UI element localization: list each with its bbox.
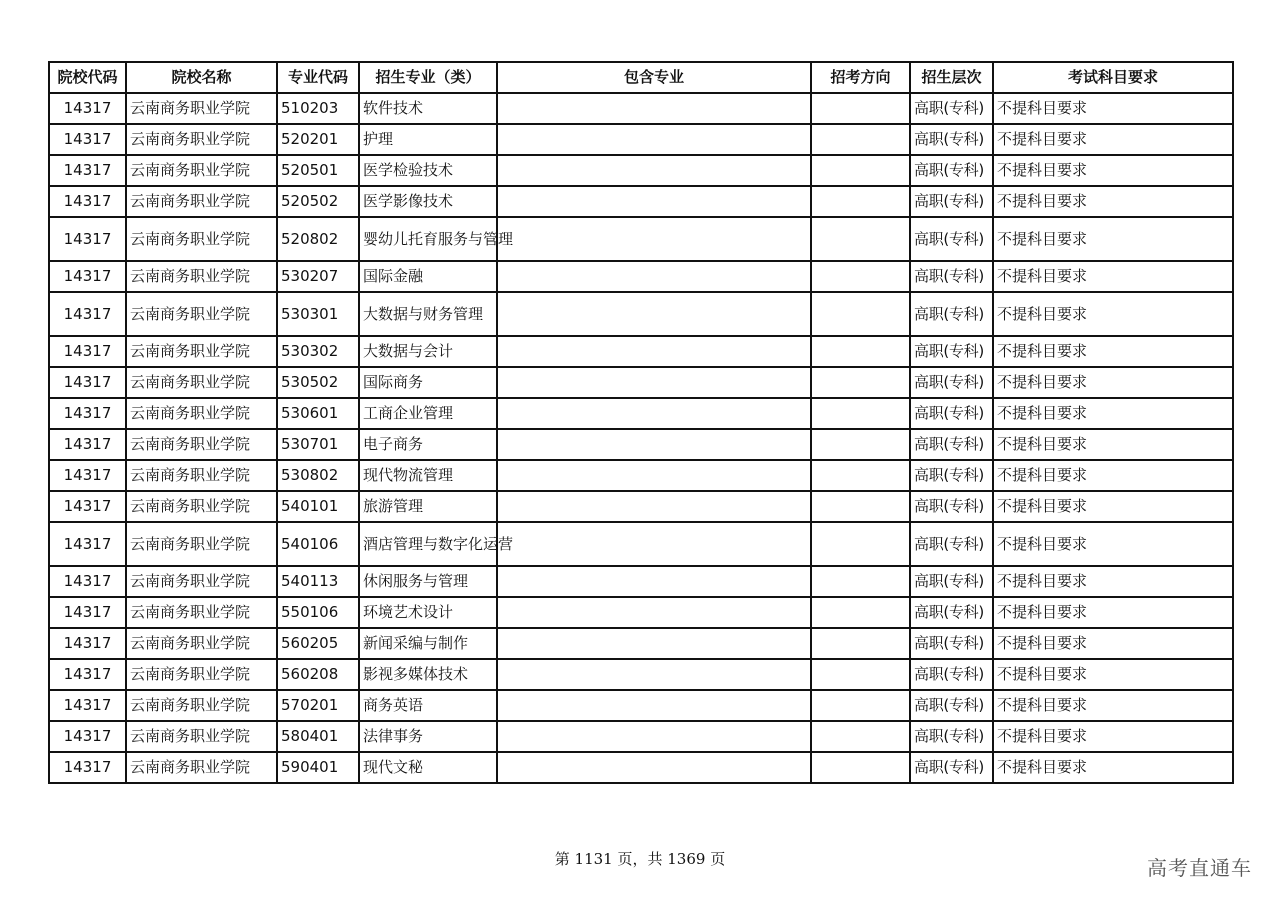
cell-includes — [497, 398, 811, 429]
cell-school-code: 14317 — [49, 367, 126, 398]
cell-requirement: 不提科目要求 — [993, 752, 1233, 783]
watermark-text: 高考直通车 — [1147, 856, 1252, 880]
cell-direction — [811, 721, 910, 752]
cell-includes — [497, 597, 811, 628]
table-row — [49, 522, 1233, 566]
cell-major-code: 520501 — [277, 155, 359, 186]
cell-direction — [811, 336, 910, 367]
cell-school-name: 云南商务职业学院 — [126, 124, 277, 155]
cell-requirement: 不提科目要求 — [993, 566, 1233, 597]
cell-includes — [497, 659, 811, 690]
cell-major-code: 570201 — [277, 690, 359, 721]
cell-school-code: 14317 — [49, 155, 126, 186]
cell-major: 环境艺术设计 — [359, 597, 497, 628]
cell-includes — [497, 491, 811, 522]
cell-school-code: 14317 — [49, 522, 126, 566]
cell-school-code: 14317 — [49, 491, 126, 522]
table-row — [49, 336, 1233, 367]
cell-school-code: 14317 — [49, 398, 126, 429]
table-row — [49, 491, 1233, 522]
admissions-table — [48, 61, 1234, 784]
cell-school-name: 云南商务职业学院 — [126, 367, 277, 398]
cell-includes — [497, 628, 811, 659]
cell-includes — [497, 124, 811, 155]
header-includes: 包含专业 — [497, 62, 811, 93]
table-row — [49, 93, 1233, 124]
cell-includes — [497, 93, 811, 124]
cell-includes — [497, 261, 811, 292]
cell-level: 高职(专科) — [910, 261, 993, 292]
cell-major-code: 520502 — [277, 186, 359, 217]
cell-level: 高职(专科) — [910, 336, 993, 367]
cell-direction — [811, 690, 910, 721]
cell-level: 高职(专科) — [910, 522, 993, 566]
cell-school-code: 14317 — [49, 597, 126, 628]
cell-school-name: 云南商务职业学院 — [126, 752, 277, 783]
cell-includes — [497, 217, 811, 261]
cell-requirement: 不提科目要求 — [993, 261, 1233, 292]
cell-includes — [497, 186, 811, 217]
cell-direction — [811, 597, 910, 628]
header-major-code: 专业代码 — [277, 62, 359, 93]
cell-includes — [497, 367, 811, 398]
cell-school-code: 14317 — [49, 217, 126, 261]
cell-school-name: 云南商务职业学院 — [126, 336, 277, 367]
cell-school-name: 云南商务职业学院 — [126, 429, 277, 460]
cell-direction — [811, 628, 910, 659]
cell-school-name: 云南商务职业学院 — [126, 261, 277, 292]
cell-major: 酒店管理与数字化运营 — [359, 522, 497, 566]
cell-major-code: 530502 — [277, 367, 359, 398]
table-row — [49, 292, 1233, 336]
cell-school-name: 云南商务职业学院 — [126, 93, 277, 124]
cell-level: 高职(专科) — [910, 659, 993, 690]
cell-direction — [811, 217, 910, 261]
cell-school-name: 云南商务职业学院 — [126, 398, 277, 429]
table-row — [49, 597, 1233, 628]
cell-includes — [497, 429, 811, 460]
cell-level: 高职(专科) — [910, 690, 993, 721]
header-school-code: 院校代码 — [49, 62, 126, 93]
cell-direction — [811, 491, 910, 522]
cell-school-code: 14317 — [49, 336, 126, 367]
cell-school-code: 14317 — [49, 690, 126, 721]
cell-major: 电子商务 — [359, 429, 497, 460]
cell-level: 高职(专科) — [910, 597, 993, 628]
header-level: 招生层次 — [910, 62, 993, 93]
table-row — [49, 690, 1233, 721]
cell-major: 医学检验技术 — [359, 155, 497, 186]
cell-school-name: 云南商务职业学院 — [126, 460, 277, 491]
cell-major: 婴幼儿托育服务与管理 — [359, 217, 497, 261]
cell-direction — [811, 429, 910, 460]
cell-includes — [497, 460, 811, 491]
cell-direction — [811, 659, 910, 690]
table-body — [49, 93, 1233, 783]
table-row — [49, 261, 1233, 292]
cell-requirement: 不提科目要求 — [993, 124, 1233, 155]
cell-major: 商务英语 — [359, 690, 497, 721]
cell-level: 高职(专科) — [910, 628, 993, 659]
cell-level: 高职(专科) — [910, 93, 993, 124]
cell-includes — [497, 752, 811, 783]
cell-major: 国际商务 — [359, 367, 497, 398]
cell-school-name: 云南商务职业学院 — [126, 292, 277, 336]
cell-includes — [497, 522, 811, 566]
cell-school-code: 14317 — [49, 566, 126, 597]
cell-direction — [811, 292, 910, 336]
table-row — [49, 460, 1233, 491]
cell-school-name: 云南商务职业学院 — [126, 721, 277, 752]
cell-level: 高职(专科) — [910, 217, 993, 261]
table-row — [49, 752, 1233, 783]
cell-major-code: 540106 — [277, 522, 359, 566]
table-row — [49, 186, 1233, 217]
cell-requirement: 不提科目要求 — [993, 690, 1233, 721]
cell-major-code: 540101 — [277, 491, 359, 522]
cell-major: 大数据与会计 — [359, 336, 497, 367]
cell-school-code: 14317 — [49, 429, 126, 460]
cell-major: 大数据与财务管理 — [359, 292, 497, 336]
cell-major-code: 540113 — [277, 566, 359, 597]
cell-school-name: 云南商务职业学院 — [126, 186, 277, 217]
cell-requirement: 不提科目要求 — [993, 659, 1233, 690]
cell-includes — [497, 155, 811, 186]
cell-major-code: 590401 — [277, 752, 359, 783]
cell-major-code: 530701 — [277, 429, 359, 460]
cell-requirement: 不提科目要求 — [993, 429, 1233, 460]
cell-major: 现代物流管理 — [359, 460, 497, 491]
cell-major: 现代文秘 — [359, 752, 497, 783]
cell-school-code: 14317 — [49, 752, 126, 783]
cell-requirement: 不提科目要求 — [993, 398, 1233, 429]
table-row — [49, 659, 1233, 690]
cell-major-code: 530601 — [277, 398, 359, 429]
cell-major: 新闻采编与制作 — [359, 628, 497, 659]
cell-major: 工商企业管理 — [359, 398, 497, 429]
cell-major-code: 560205 — [277, 628, 359, 659]
cell-major: 法律事务 — [359, 721, 497, 752]
cell-requirement: 不提科目要求 — [993, 217, 1233, 261]
cell-major-code: 560208 — [277, 659, 359, 690]
cell-school-name: 云南商务职业学院 — [126, 628, 277, 659]
table-header-row — [49, 62, 1233, 93]
cell-direction — [811, 155, 910, 186]
cell-school-name: 云南商务职业学院 — [126, 690, 277, 721]
cell-includes — [497, 566, 811, 597]
cell-level: 高职(专科) — [910, 491, 993, 522]
cell-requirement: 不提科目要求 — [993, 491, 1233, 522]
cell-major-code: 580401 — [277, 721, 359, 752]
cell-school-code: 14317 — [49, 93, 126, 124]
cell-major-code: 510203 — [277, 93, 359, 124]
table-row — [49, 429, 1233, 460]
cell-direction — [811, 93, 910, 124]
cell-level: 高职(专科) — [910, 292, 993, 336]
cell-direction — [811, 752, 910, 783]
cell-major: 影视多媒体技术 — [359, 659, 497, 690]
cell-major-code: 530207 — [277, 261, 359, 292]
cell-major-code: 520802 — [277, 217, 359, 261]
cell-level: 高职(专科) — [910, 367, 993, 398]
cell-school-code: 14317 — [49, 721, 126, 752]
cell-includes — [497, 336, 811, 367]
cell-requirement: 不提科目要求 — [993, 721, 1233, 752]
cell-school-name: 云南商务职业学院 — [126, 566, 277, 597]
header-requirement: 考试科目要求 — [993, 62, 1233, 93]
cell-level: 高职(专科) — [910, 124, 993, 155]
table-row — [49, 398, 1233, 429]
cell-school-name: 云南商务职业学院 — [126, 155, 277, 186]
cell-level: 高职(专科) — [910, 398, 993, 429]
cell-school-code: 14317 — [49, 659, 126, 690]
header-school-name: 院校名称 — [126, 62, 277, 93]
cell-level: 高职(专科) — [910, 186, 993, 217]
table-row — [49, 124, 1233, 155]
cell-level: 高职(专科) — [910, 566, 993, 597]
cell-major-code: 530301 — [277, 292, 359, 336]
cell-requirement: 不提科目要求 — [993, 336, 1233, 367]
cell-level: 高职(专科) — [910, 721, 993, 752]
cell-requirement: 不提科目要求 — [993, 292, 1233, 336]
cell-direction — [811, 186, 910, 217]
cell-major: 国际金融 — [359, 261, 497, 292]
cell-school-name: 云南商务职业学院 — [126, 522, 277, 566]
cell-direction — [811, 566, 910, 597]
cell-requirement: 不提科目要求 — [993, 93, 1233, 124]
cell-direction — [811, 367, 910, 398]
cell-major: 休闲服务与管理 — [359, 566, 497, 597]
cell-school-code: 14317 — [49, 186, 126, 217]
cell-direction — [811, 124, 910, 155]
table-row — [49, 566, 1233, 597]
cell-major-code: 530802 — [277, 460, 359, 491]
page-number: 第 1131 页，共 1369 页 — [554, 850, 726, 868]
cell-includes — [497, 690, 811, 721]
cell-requirement: 不提科目要求 — [993, 522, 1233, 566]
cell-level: 高职(专科) — [910, 155, 993, 186]
table-row — [49, 155, 1233, 186]
cell-major: 旅游管理 — [359, 491, 497, 522]
cell-requirement: 不提科目要求 — [993, 460, 1233, 491]
cell-school-code: 14317 — [49, 124, 126, 155]
table-row — [49, 367, 1233, 398]
header-direction: 招考方向 — [811, 62, 910, 93]
cell-school-name: 云南商务职业学院 — [126, 491, 277, 522]
cell-level: 高职(专科) — [910, 429, 993, 460]
cell-school-name: 云南商务职业学院 — [126, 597, 277, 628]
cell-requirement: 不提科目要求 — [993, 597, 1233, 628]
cell-school-code: 14317 — [49, 292, 126, 336]
cell-direction — [811, 460, 910, 491]
cell-major: 医学影像技术 — [359, 186, 497, 217]
cell-requirement: 不提科目要求 — [993, 628, 1233, 659]
header-major: 招生专业（类） — [359, 62, 497, 93]
cell-requirement: 不提科目要求 — [993, 155, 1233, 186]
cell-direction — [811, 398, 910, 429]
table-row — [49, 217, 1233, 261]
cell-major: 护理 — [359, 124, 497, 155]
cell-school-name: 云南商务职业学院 — [126, 659, 277, 690]
cell-school-code: 14317 — [49, 261, 126, 292]
cell-requirement: 不提科目要求 — [993, 186, 1233, 217]
table-row — [49, 628, 1233, 659]
cell-major-code: 520201 — [277, 124, 359, 155]
cell-includes — [497, 721, 811, 752]
cell-level: 高职(专科) — [910, 752, 993, 783]
cell-level: 高职(专科) — [910, 460, 993, 491]
cell-includes — [497, 292, 811, 336]
cell-direction — [811, 522, 910, 566]
cell-major: 软件技术 — [359, 93, 497, 124]
cell-major-code: 550106 — [277, 597, 359, 628]
cell-school-code: 14317 — [49, 628, 126, 659]
cell-requirement: 不提科目要求 — [993, 367, 1233, 398]
cell-school-name: 云南商务职业学院 — [126, 217, 277, 261]
cell-major-code: 530302 — [277, 336, 359, 367]
cell-school-code: 14317 — [49, 460, 126, 491]
cell-direction — [811, 261, 910, 292]
table-row — [49, 721, 1233, 752]
